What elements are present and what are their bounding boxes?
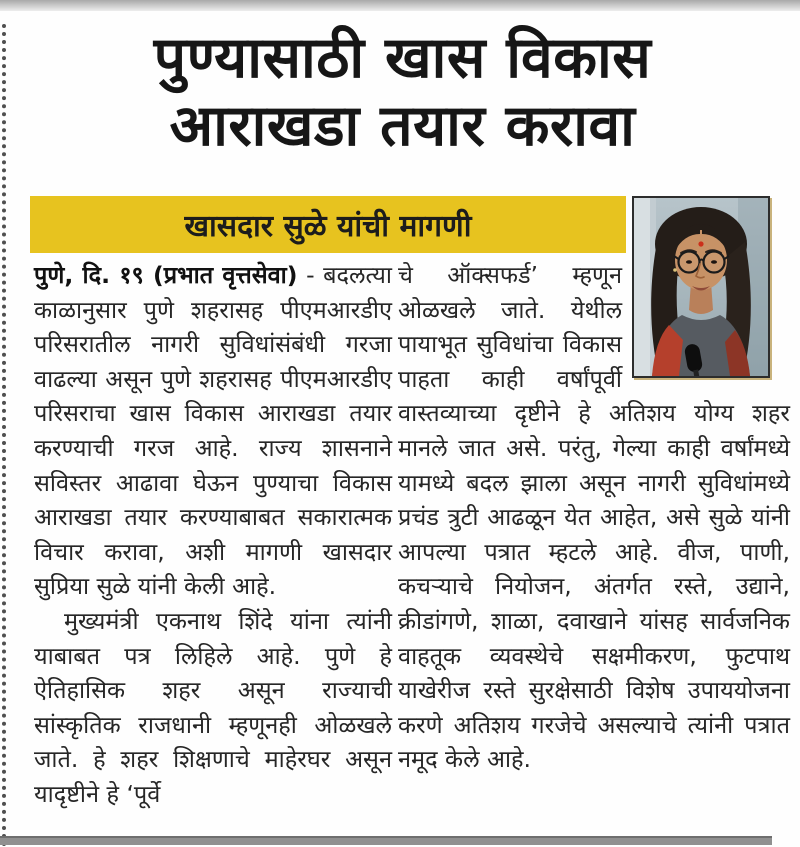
- photo-spacer: [622, 258, 790, 378]
- top-edge-bar: [0, 0, 800, 11]
- subheadline-text: खासदार सुळे यांची मागणी: [184, 209, 472, 244]
- dateline: पुणे, दि. १९ (प्रभात वृत्तसेवा): [34, 261, 298, 289]
- headline-line1: पुण्यासाठी खास विकास: [153, 25, 652, 91]
- headline-line2: आराखडा तयार करावा: [169, 93, 636, 159]
- subheadline-banner: [30, 196, 626, 253]
- article-column-left: [34, 258, 392, 812]
- body-paragraph-3: चे ऑक्सफर्ड’ म्हणून ओळखले जाते. येथील पायाभूत सुविधांचा विकास पाहता काही वर्षांपूर्वी वास्तव्याच्या दृष्टीने हे अतिशय योग्य शहर मानले जात असे. परंतु, गेल्या काही वर्षांमध्ये यामध्ये बदल झाला असून नागरी सुविधांमध्ये प्रचंड त्रुटी आढळून येत आहेत, असे सुळे यांनी आपल्या पत्रात म्हटले आहे. वीज, पाणी, कचऱ्याचे नियोजन, अंतर्गत रस्ते, उद्याने, क्रीडांगणे, शाळा, दवाखाने यांसह सार्वजनिक वाहतूक व्यवस्थेचे सक्षमीकरण, फुटपाथ याखेरीज रस्ते सुरक्षेसाठी विशेष उपाययोजना करणे अतिशय गरजेचे असल्याचे त्यांनी पत्रात नमूद केले आहे.: [398, 261, 790, 774]
- left-dotted-column-rule: [2, 24, 6, 847]
- article-column-right: [398, 258, 790, 777]
- bottom-rule: [0, 836, 772, 845]
- body-text-1: - बदलत्या काळानुसार पुणे शहरासह पीएमआरडीए परिसरातील नागरी सुविधांसंबंधी गरजा वाढल्या असून पुणे शहरासह पीएमआरडीए परिसराचा खास विकास आराखडा तयार करण्याची गरज आहे. राज्य शासनाने सविस्तर आढावा घेऊन पुण्याचा विकास आराखडा तयार करण्याबाबत सकारात्मक विचार करावा, अशी मागणी खासदार सुप्रिया सुळे यांनी केली आहे.: [34, 261, 392, 601]
- headline: [30, 24, 775, 160]
- body-paragraph-1: [34, 258, 392, 604]
- body-paragraph-2: मुख्यमंत्री एकनाथ शिंदे यांना त्यांनी याबाबत पत्र लिहिले आहे. पुणे हे ऐतिहासिक शहर असून राज्याची सांस्कृतिक राजधानी म्हणूनही ओळखले जाते. हे शहर शिक्षणाचे माहेरघर असून यादृष्टीने हे ‘पूर्वे: [34, 606, 392, 808]
